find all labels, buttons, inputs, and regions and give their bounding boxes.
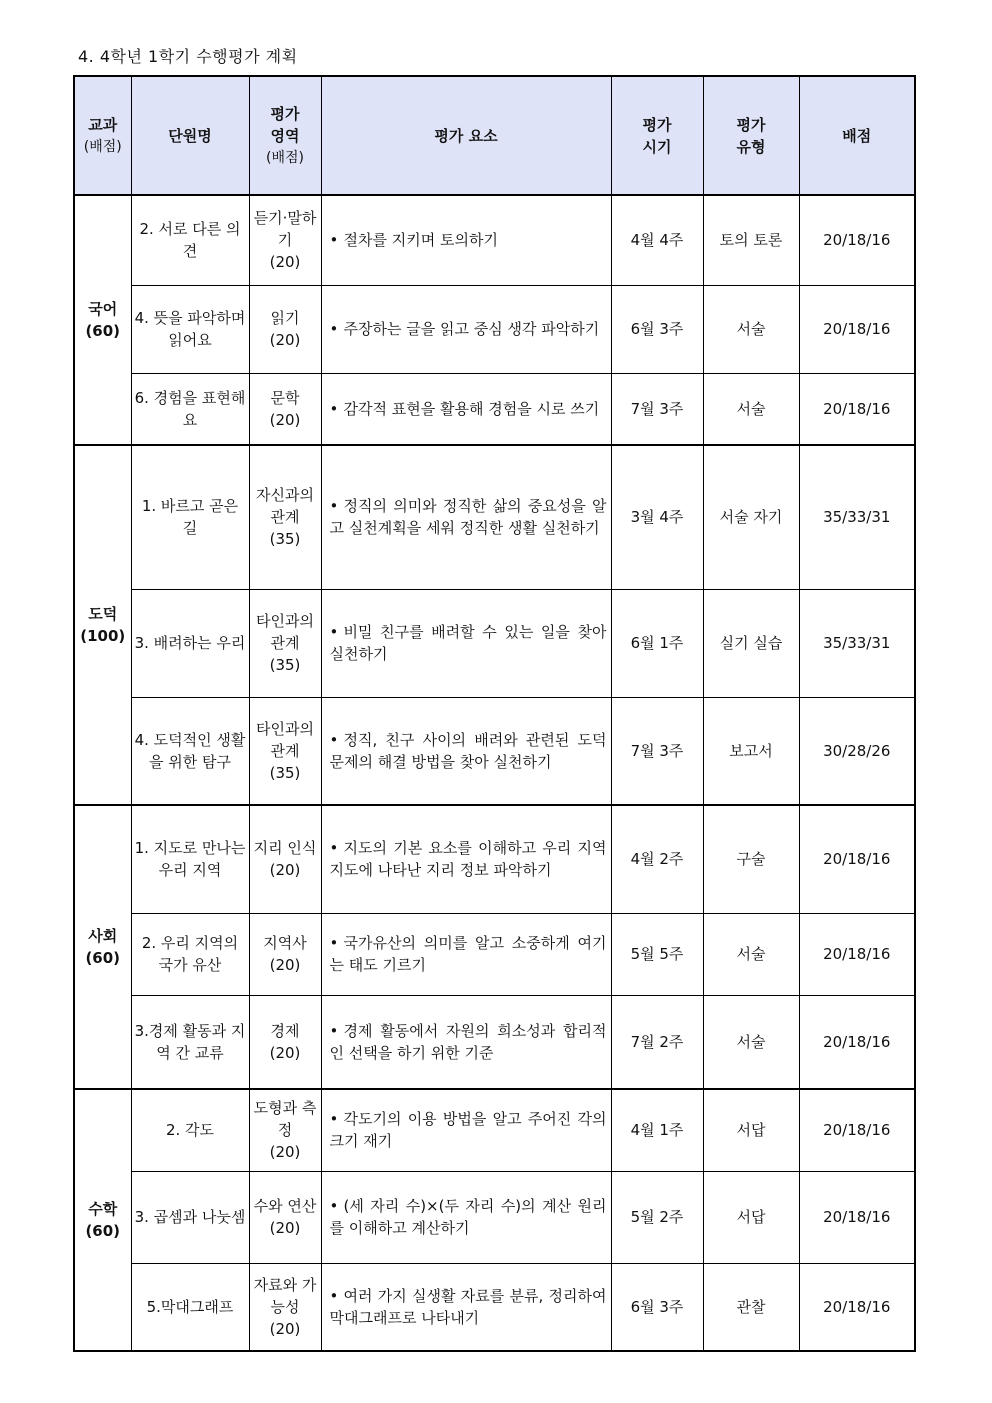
unit-cell: 2. 각도 bbox=[131, 1089, 249, 1171]
header-subject: 교과 (배점) bbox=[74, 76, 131, 195]
element-cell bbox=[321, 373, 611, 445]
unit-cell: 1. 지도로 만나는 우리 지역 bbox=[131, 805, 249, 913]
area-cell bbox=[249, 195, 321, 285]
area-name: 타인과의 관계 bbox=[256, 612, 314, 652]
area-cell bbox=[249, 285, 321, 373]
area-name: 지역사 bbox=[263, 934, 307, 952]
score-cell: 20/18/16 bbox=[799, 195, 915, 285]
subject-name: 사회 bbox=[88, 927, 118, 945]
table-row bbox=[74, 373, 915, 445]
time-cell: 4월 2주 bbox=[611, 805, 703, 913]
subject-cell bbox=[74, 1089, 131, 1351]
score-cell: 30/28/26 bbox=[799, 697, 915, 805]
area-name: 읽기 bbox=[270, 309, 300, 327]
score-cell: 20/18/16 bbox=[799, 1089, 915, 1171]
area-cell bbox=[249, 1171, 321, 1263]
time-cell: 7월 3주 bbox=[611, 697, 703, 805]
element-text: (세 자리 수)×(두 자리 수)의 계산 원리를 이해하고 계산하기 bbox=[329, 1197, 607, 1237]
element-text: 여러 가지 실생활 자료를 분류, 정리하여 막대그래프로 나타내기 bbox=[329, 1286, 607, 1327]
area-points: (20) bbox=[269, 1143, 301, 1162]
bullet-icon: • bbox=[329, 934, 339, 952]
bullet-icon: • bbox=[329, 730, 339, 749]
header-time: 평가 시기 bbox=[611, 76, 703, 195]
score-cell: 20/18/16 bbox=[799, 1171, 915, 1263]
subject-cell bbox=[74, 805, 131, 1089]
element-cell bbox=[321, 589, 611, 697]
area-points: (35) bbox=[269, 530, 301, 549]
bullet-icon: • bbox=[329, 623, 339, 641]
subject-name: 수학 bbox=[88, 1200, 118, 1218]
type-cell: 토의 토론 bbox=[703, 195, 799, 285]
area-points: (35) bbox=[269, 763, 301, 782]
time-cell: 4월 4주 bbox=[611, 195, 703, 285]
table-row bbox=[74, 1089, 915, 1171]
element-cell bbox=[321, 995, 611, 1089]
subject-points: (60) bbox=[85, 949, 121, 967]
element-text: 정직의 의미와 정직한 삶의 중요성을 알고 실천계획을 세워 정직한 생활 실천하기 bbox=[329, 497, 607, 538]
unit-cell: 2. 서로 다른 의견 bbox=[131, 195, 249, 285]
subject-points: (100) bbox=[80, 627, 126, 645]
element-cell bbox=[321, 445, 611, 589]
area-points: (20) bbox=[269, 956, 301, 974]
area-cell bbox=[249, 805, 321, 913]
area-points: (20) bbox=[269, 331, 301, 349]
area-points: (20) bbox=[269, 1219, 301, 1237]
type-cell: 서술 자기 bbox=[703, 445, 799, 589]
unit-cell: 5.막대그래프 bbox=[131, 1263, 249, 1351]
element-cell bbox=[321, 1171, 611, 1263]
table-row bbox=[74, 913, 915, 995]
element-cell bbox=[321, 1089, 611, 1171]
element-cell bbox=[321, 913, 611, 995]
area-points: (20) bbox=[269, 1319, 301, 1338]
unit-cell: 2. 우리 지역의 국가 유산 bbox=[131, 913, 249, 995]
header-area: 평가 영역 (배점) bbox=[249, 76, 321, 195]
bullet-icon: • bbox=[329, 399, 339, 418]
time-cell: 7월 2주 bbox=[611, 995, 703, 1089]
assessment-plan-table bbox=[73, 75, 916, 1352]
area-name: 타인과의 관계 bbox=[256, 719, 314, 760]
type-cell: 실기 실습 bbox=[703, 589, 799, 697]
bullet-icon: • bbox=[329, 1197, 339, 1215]
table-row bbox=[74, 589, 915, 697]
element-text: 감각적 표현을 활용해 경험을 시로 쓰기 bbox=[343, 399, 600, 418]
element-text: 지도의 기본 요소를 이해하고 우리 지역 지도에 나타난 지리 정보 파악하기 bbox=[329, 839, 607, 880]
area-name: 지리 인식 bbox=[253, 839, 317, 858]
time-cell: 3월 4주 bbox=[611, 445, 703, 589]
bullet-icon: • bbox=[329, 1110, 339, 1129]
bullet-icon: • bbox=[329, 1021, 339, 1040]
subject-name: 도덕 bbox=[88, 605, 118, 623]
time-cell: 6월 3주 bbox=[611, 1263, 703, 1351]
table-row bbox=[74, 1171, 915, 1263]
subject-name: 국어 bbox=[88, 300, 118, 318]
table-row bbox=[74, 995, 915, 1089]
area-cell bbox=[249, 1089, 321, 1171]
area-name: 자료와 가능성 bbox=[253, 1275, 317, 1316]
header-type: 평가 유형 bbox=[703, 76, 799, 195]
element-text: 비밀 친구를 배려할 수 있는 일을 찾아 실천하기 bbox=[329, 623, 607, 663]
score-cell: 20/18/16 bbox=[799, 805, 915, 913]
area-points: (20) bbox=[269, 410, 301, 429]
table-row bbox=[74, 445, 915, 589]
area-name: 문학 bbox=[270, 388, 300, 407]
bullet-icon: • bbox=[329, 320, 339, 338]
score-cell: 20/18/16 bbox=[799, 373, 915, 445]
unit-cell: 4. 뜻을 파악하며 읽어요 bbox=[131, 285, 249, 373]
area-cell bbox=[249, 589, 321, 697]
area-points: (20) bbox=[269, 861, 301, 880]
subject-cell bbox=[74, 195, 131, 445]
area-cell bbox=[249, 1263, 321, 1351]
time-cell: 6월 3주 bbox=[611, 285, 703, 373]
type-cell: 서답 bbox=[703, 1171, 799, 1263]
area-points: (35) bbox=[269, 656, 301, 674]
bullet-icon: • bbox=[329, 839, 339, 858]
element-cell bbox=[321, 697, 611, 805]
subject-points: (60) bbox=[85, 1222, 121, 1240]
type-cell: 관찰 bbox=[703, 1263, 799, 1351]
element-text: 각도기의 이용 방법을 알고 주어진 각의 크기 재기 bbox=[329, 1110, 607, 1151]
unit-cell: 3. 배려하는 우리 bbox=[131, 589, 249, 697]
type-cell: 서술 bbox=[703, 285, 799, 373]
subject-points: (60) bbox=[85, 322, 121, 340]
area-cell bbox=[249, 445, 321, 589]
type-cell: 서술 bbox=[703, 995, 799, 1089]
header-score: 배점 bbox=[799, 76, 915, 195]
table-row bbox=[74, 805, 915, 913]
element-cell bbox=[321, 195, 611, 285]
header-element: 평가 요소 bbox=[321, 76, 611, 195]
area-name: 경제 bbox=[270, 1021, 300, 1040]
unit-cell: 4. 도덕적인 생활을 위한 탐구 bbox=[131, 697, 249, 805]
element-cell bbox=[321, 1263, 611, 1351]
time-cell: 5월 5주 bbox=[611, 913, 703, 995]
header-unit: 단원명 bbox=[131, 76, 249, 195]
bullet-icon: • bbox=[329, 1286, 339, 1305]
type-cell: 서술 bbox=[703, 373, 799, 445]
score-cell: 20/18/16 bbox=[799, 1263, 915, 1351]
unit-cell: 3.경제 활동과 지역 간 교류 bbox=[131, 995, 249, 1089]
element-text: 주장하는 글을 읽고 중심 생각 파악하기 bbox=[343, 320, 600, 338]
type-cell: 보고서 bbox=[703, 697, 799, 805]
table-row bbox=[74, 697, 915, 805]
table-row bbox=[74, 195, 915, 285]
score-cell: 35/33/31 bbox=[799, 589, 915, 697]
type-cell: 서답 bbox=[703, 1089, 799, 1171]
time-cell: 4월 1주 bbox=[611, 1089, 703, 1171]
time-cell: 7월 3주 bbox=[611, 373, 703, 445]
table-row bbox=[74, 285, 915, 373]
element-text: 정직, 친구 사이의 배려와 관련된 도덕 문제의 해결 방법을 찾아 실천하기 bbox=[329, 730, 607, 771]
score-cell: 20/18/16 bbox=[799, 913, 915, 995]
table-row bbox=[74, 1263, 915, 1351]
unit-cell: 1. 바르고 곧은 길 bbox=[131, 445, 249, 589]
area-cell bbox=[249, 697, 321, 805]
time-cell: 6월 1주 bbox=[611, 589, 703, 697]
area-cell bbox=[249, 995, 321, 1089]
element-cell bbox=[321, 805, 611, 913]
type-cell: 서술 bbox=[703, 913, 799, 995]
area-cell bbox=[249, 913, 321, 995]
area-points: (20) bbox=[269, 1043, 301, 1062]
area-name: 도형과 측정 bbox=[253, 1099, 317, 1140]
element-text: 절차를 지키며 토의하기 bbox=[343, 231, 498, 250]
element-cell bbox=[321, 285, 611, 373]
area-name: 자신과의 관계 bbox=[256, 486, 314, 527]
table-header-row bbox=[74, 76, 915, 195]
score-cell: 20/18/16 bbox=[799, 995, 915, 1089]
area-name: 수와 연산 bbox=[253, 1197, 317, 1215]
element-text: 국가유산의 의미를 알고 소중하게 여기는 태도 기르기 bbox=[329, 934, 607, 974]
score-cell: 20/18/16 bbox=[799, 285, 915, 373]
area-cell bbox=[249, 373, 321, 445]
time-cell: 5월 2주 bbox=[611, 1171, 703, 1263]
area-points: (20) bbox=[269, 253, 301, 272]
bullet-icon: • bbox=[329, 231, 339, 250]
subject-cell bbox=[74, 445, 131, 805]
bullet-icon: • bbox=[329, 497, 339, 516]
area-name: 듣기·말하기 bbox=[253, 209, 317, 250]
document-title: 4. 4학년 1학기 수행평가 계획 bbox=[78, 47, 298, 66]
unit-cell: 6. 경험을 표현해요 bbox=[131, 373, 249, 445]
unit-cell: 3. 곱셈과 나눗셈 bbox=[131, 1171, 249, 1263]
score-cell: 35/33/31 bbox=[799, 445, 915, 589]
element-text: 경제 활동에서 자원의 희소성과 합리적인 선택을 하기 위한 기준 bbox=[329, 1021, 607, 1062]
type-cell: 구술 bbox=[703, 805, 799, 913]
